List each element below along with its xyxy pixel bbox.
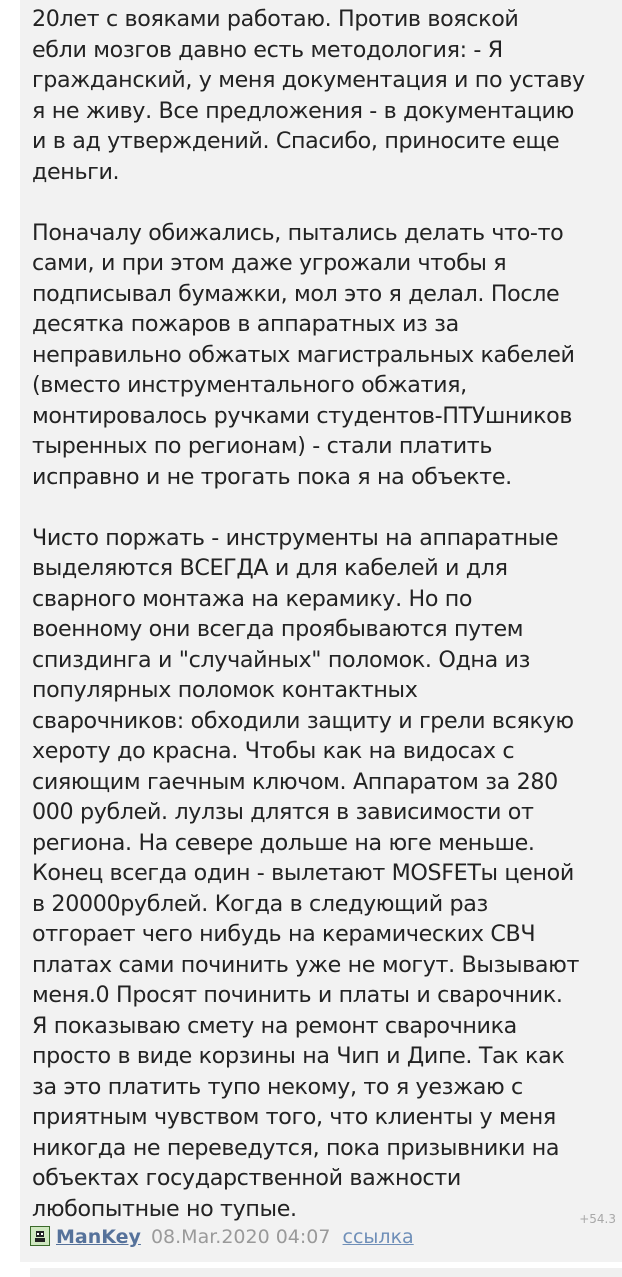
comment-footer	[30, 1212, 620, 1254]
comment-block	[20, 0, 622, 1262]
comment-paragraph-3: Чисто поржать - инструменты на аппаратные выделяются ВСЕГДА и для кабелей и для сварного монтажа на керамику. Но по военному они всегда проябываются путем спиздинга и "случайных" поломок. Одна из популярных поломок контактных сварочников: обходили защиту и грели всякую хероту до красна. Чтобы как на видосах с сияющим гаечным ключом. Аппаратом за 280 000 рублей. лулзы длятся в зависимости от региона. На севере дольше на юге меньше. Конец всегда один - вылетают MOSFETы ценой в 20000рублей. Когда в следующий раз отгорает чего нибудь на керамических СВЧ платах сами починить уже не могут. Вызывают меня.0 Просят починить и платы и сварочник. Я показываю смету на ремонт сварочника просто в виде корзины на Чип и Дипе. Так как за это платить тупо некому, то я уезжаю с приятным чувством того, что клиенты у меня никогда не переведутся, пока призывники на объектах государственной важности любопытные но тупые.	[32, 524, 580, 1222]
comment-body	[32, 4, 620, 1224]
comment-paragraph-1: 20лет с вояками работаю. Против вояской ебли мозгов давно есть методология: - Я гражданский, у меня документация и по уставу я не живу. Все предложения - в документацию и в ад утверждений. Спасибо, приносите еще деньги.	[32, 6, 585, 185]
next-comment-edge	[30, 1268, 622, 1277]
author-link[interactable]: ManKey	[56, 1226, 141, 1248]
comment-score: +54.3	[579, 1212, 616, 1226]
permalink[interactable]: ссылка	[342, 1226, 414, 1248]
comment-date: 08.Mar.2020 04:07	[150, 1226, 331, 1248]
user-avatar-icon[interactable]	[30, 1226, 50, 1246]
comment-paragraph-2: Поначалу обижались, пытались делать что-то сами, и при этом даже угрожали чтобы я подписывал бумажки, мол это я делал. После десятка пожаров в аппаратных из за неправильно обжатых магистральных кабелей (вместо инструментального обжатия, монтировалось ручками студентов-ПТУшников тыренных по регионам) - стали платить исправно и не трогать пока я на объекте.	[32, 219, 575, 490]
